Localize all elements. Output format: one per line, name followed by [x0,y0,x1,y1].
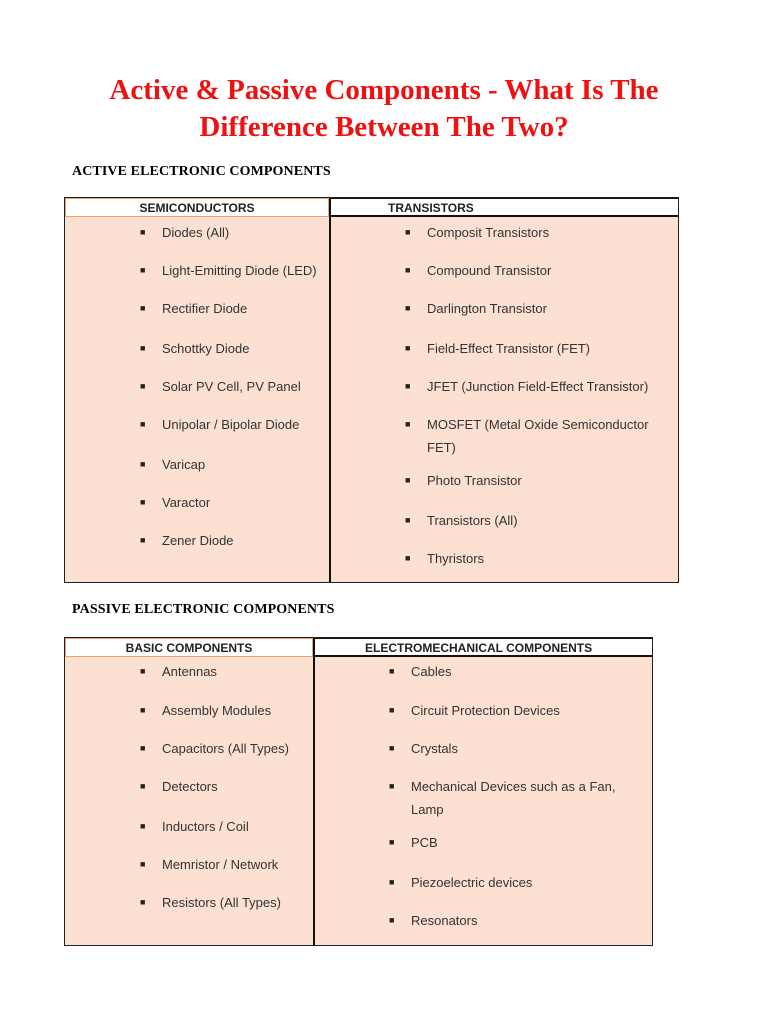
bullet-icon: ■ [389,837,395,847]
bullet-icon: ■ [140,535,146,545]
bullet-icon: ■ [140,497,146,507]
list-item: JFET (Junction Field-Effect Transistor) [427,379,649,394]
list-item: Detectors [162,779,218,794]
bullet-icon: ■ [389,705,395,715]
list-item: Unipolar / Bipolar Diode [162,417,300,432]
title-line-1: Active & Passive Components - What Is The [109,74,659,106]
bullet-icon: ■ [405,475,411,485]
semiconductors-column [65,198,329,582]
bullet-icon: ■ [405,419,411,429]
electromechanical-components-column [313,638,652,945]
list-item-continuation: FET) [427,440,456,455]
bullet-icon: ■ [140,419,146,429]
bullet-icon: ■ [140,859,146,869]
list-item: Thyristors [427,551,485,566]
list-item: Solar PV Cell, PV Panel [162,379,301,394]
list-item: Resonators [411,913,478,928]
passive-section-heading: PASSIVE ELECTRONIC COMPONENTS [72,602,335,617]
transistors-column [329,198,678,582]
list-item: Darlington Transistor [427,301,547,316]
list-item: Composit Transistors [427,225,550,240]
list-item: Compound Transistor [427,263,552,278]
bullet-icon: ■ [140,666,146,676]
bullet-icon: ■ [405,303,411,313]
bullet-icon: ■ [405,265,411,275]
bullet-icon: ■ [405,227,411,237]
bullet-icon: ■ [140,897,146,907]
list-item: Diodes (All) [162,225,230,240]
list-item: Mechanical Devices such as a Fan, [411,779,616,794]
list-item: Piezoelectric devices [411,875,533,890]
list-item: Photo Transistor [427,473,522,488]
basic-components-header: BASIC COMPONENTS [65,638,313,657]
passive-components-table [64,637,653,946]
transistors-header: TRANSISTORS [331,198,678,217]
bullet-icon: ■ [140,821,146,831]
list-item: Cables [411,664,452,679]
list-item: Antennas [162,664,217,679]
list-item: Field-Effect Transistor (FET) [427,341,591,356]
bullet-icon: ■ [405,515,411,525]
bullet-icon: ■ [389,915,395,925]
list-item: Circuit Protection Devices [411,703,560,718]
active-section-heading: ACTIVE ELECTRONIC COMPONENTS [72,164,331,179]
basic-components-column [65,638,313,945]
bullet-icon: ■ [389,743,395,753]
list-item: Resistors (All Types) [162,895,281,910]
list-item: Assembly Modules [162,703,272,718]
title-line-2: Difference Between The Two? [199,111,569,143]
bullet-icon: ■ [140,743,146,753]
list-item: Crystals [411,741,458,756]
list-item: Inductors / Coil [162,819,249,834]
bullet-icon: ■ [389,666,395,676]
bullet-icon: ■ [140,459,146,469]
bullet-icon: ■ [405,381,411,391]
bullet-icon: ■ [140,343,146,353]
list-item: Schottky Diode [162,341,250,356]
list-item: PCB [411,835,438,850]
bullet-icon: ■ [405,343,411,353]
list-item: Transistors (All) [427,513,518,528]
list-item: MOSFET (Metal Oxide Semiconductor [427,417,649,432]
page-title [0,72,768,146]
list-item: Memristor / Network [162,857,279,872]
bullet-icon: ■ [389,877,395,887]
bullet-icon: ■ [389,781,395,791]
bullet-icon: ■ [140,227,146,237]
semiconductors-header: SEMICONDUCTORS [65,198,329,217]
list-item: Varactor [162,495,211,510]
active-components-table [64,197,679,583]
bullet-icon: ■ [405,553,411,563]
list-item: Light-Emitting Diode (LED) [162,263,317,278]
bullet-icon: ■ [140,381,146,391]
electromechanical-components-header: ELECTROMECHANICAL COMPONENTS [315,638,652,657]
list-item: Zener Diode [162,533,234,548]
list-item: Varicap [162,457,206,472]
bullet-icon: ■ [140,781,146,791]
list-item: Capacitors (All Types) [162,741,289,756]
list-item-continuation: Lamp [411,802,444,817]
bullet-icon: ■ [140,705,146,715]
bullet-icon: ■ [140,265,146,275]
bullet-icon: ■ [140,303,146,313]
list-item: Rectifier Diode [162,301,248,316]
